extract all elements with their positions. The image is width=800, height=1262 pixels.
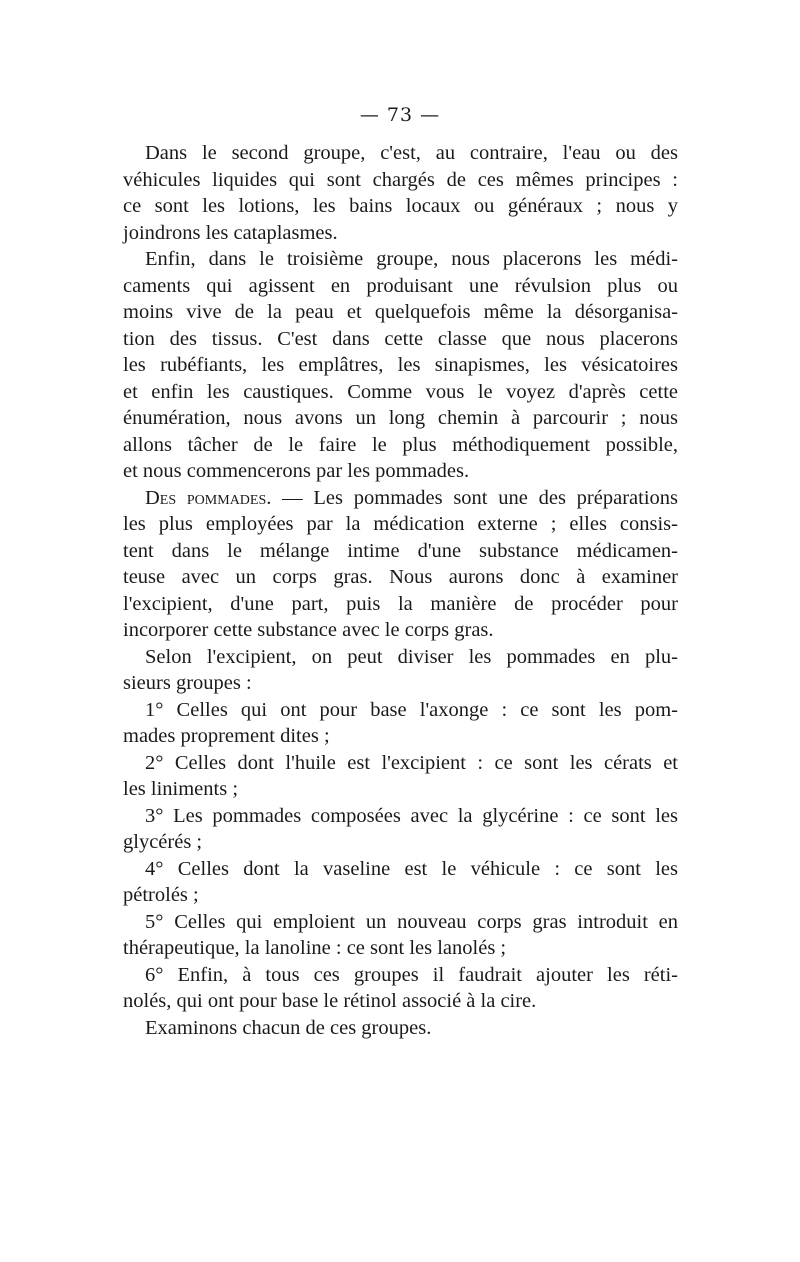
text-line: 2° Celles dont l'huile est l'excipient : ce sont les cérats et xyxy=(145,751,678,774)
text-line: Enfin, dans le troisième groupe, nous placerons les médi- xyxy=(145,248,678,270)
text-line: ce sont les lotions, les bains locaux ou généraux ; nous y xyxy=(123,195,678,217)
text-line: joindrons les cataplasmes. xyxy=(123,221,338,244)
text-line: 4° Celles dont la vaseline est le véhicule : ce sont les xyxy=(145,857,678,880)
text-line: tion des tissus. C'est dans cette classe que nous placerons xyxy=(123,327,678,350)
text-line: Dans le second groupe, c'est, au contraire, l'eau ou des xyxy=(145,142,678,164)
text-line-content: — Les pommades sont une des préparations xyxy=(282,486,678,509)
text-line: 6° Enfin, à tous ces groupes il faudrait ajouter les réti- xyxy=(145,963,678,986)
text-line: moins vive de la peau et quelquefois même la désorganisa- xyxy=(123,301,678,323)
text-line: mades proprement dites ; xyxy=(123,725,330,747)
text-line: incorporer cette substance avec le corps gras. xyxy=(123,619,494,641)
text-line: nolés, qui ont pour base le rétinol associé à la cire. xyxy=(123,990,537,1012)
text-line: véhicules liquides qui sont chargés de ces mêmes principes : xyxy=(123,168,678,191)
body-text xyxy=(123,140,678,1041)
text-line: les liniments ; xyxy=(123,778,239,800)
text-line: allons tâcher de le faire le plus méthodiquement possible, xyxy=(123,433,678,456)
text-line: sieurs groupes : xyxy=(123,672,252,694)
text-line: tent dans le mélange intime d'une substance médicamen- xyxy=(123,539,678,562)
text-line: 3° Les pommades composées avec la glycérine : ce sont les xyxy=(145,804,678,827)
text-line: 1° Celles qui ont pour base l'axonge : ce sont les pom- xyxy=(145,698,678,721)
text-line: glycérés ; xyxy=(123,831,203,853)
text-line: les rubéfiants, les emplâtres, les sinapismes, les vésicatoires xyxy=(123,354,678,376)
text-line: et nous commencerons par les pommades. xyxy=(123,460,470,482)
text-line: caments qui agissent en produisant une révulsion plus ou xyxy=(123,274,678,297)
section-heading: Des pommades. xyxy=(145,486,272,509)
text-line: 5° Celles qui emploient un nouveau corps gras introduit en xyxy=(145,910,678,933)
text-line: teuse avec un corps gras. Nous aurons donc à examiner xyxy=(123,566,678,588)
text-line xyxy=(123,485,678,512)
text-line: les plus employées par la médication externe ; elles consis- xyxy=(123,513,678,535)
text-line: thérapeutique, la lanoline : ce sont les lanolés ; xyxy=(123,937,507,959)
text-line: énumération, nous avons un long chemin à parcourir ; nous xyxy=(123,407,678,429)
text-line: et enfin les caustiques. Comme vous le voyez d'après cette xyxy=(123,380,678,403)
text-line: l'excipient, d'une part, puis la manière de procéder pour xyxy=(123,592,678,615)
text-line: Selon l'excipient, on peut diviser les pommades en plu- xyxy=(145,645,678,668)
page-number: — 73 — xyxy=(359,104,441,126)
text-line: pétrolés ; xyxy=(123,884,199,906)
text-line: Examinons chacun de ces groupes. xyxy=(145,1016,432,1039)
